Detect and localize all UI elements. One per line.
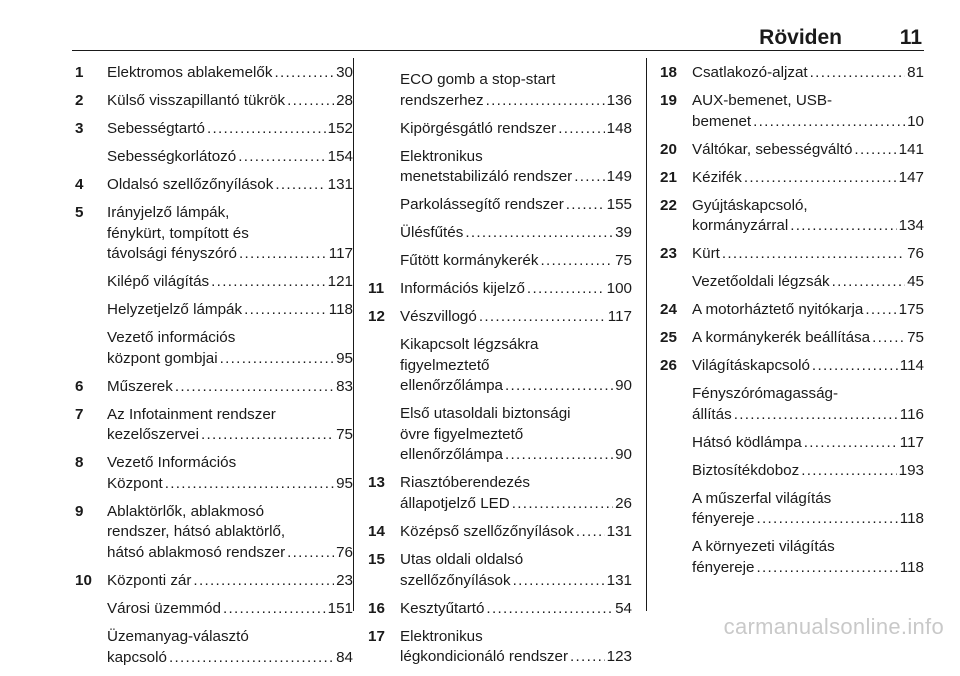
item-label: Riasztóberendezés	[400, 474, 531, 492]
item-label: AUX-bemenet, USB-	[692, 91, 833, 109]
item-page-ref: 151	[327, 599, 353, 617]
column-divider	[353, 58, 354, 611]
leader-dots	[527, 279, 605, 300]
index-entry	[368, 550, 632, 591]
item-label: Műszerek	[107, 377, 173, 395]
item-number: 9	[75, 502, 84, 520]
item-page-ref: 81	[907, 64, 924, 81]
index-entry	[660, 300, 924, 321]
index-entry	[660, 272, 924, 293]
item-page-ref: 134	[898, 217, 924, 235]
index-entry	[368, 279, 632, 300]
item-page-ref: 117	[607, 308, 632, 326]
item-label: Irányjelző lámpák,	[107, 203, 230, 221]
item-page-ref: 136	[606, 91, 632, 109]
item-page-ref: 148	[606, 119, 632, 137]
item-number: 4	[75, 175, 84, 193]
item-page-ref: 141	[898, 140, 924, 158]
leader-dots	[239, 244, 327, 265]
index-entry	[368, 195, 632, 216]
item-page-ref: 75	[615, 252, 632, 270]
index-entry	[75, 328, 353, 369]
item-number: 7	[75, 405, 84, 423]
item-label: figyelmeztető	[400, 356, 490, 374]
item-label: fényereje	[692, 558, 755, 576]
watermark: carmanualsonline.info	[723, 614, 944, 639]
item-label: Középső szellőzőnyílások	[400, 522, 574, 540]
item-label: A műszerfal világítás	[692, 489, 832, 507]
item-label: Vezető információs	[107, 329, 236, 347]
leader-dots	[220, 349, 334, 370]
item-label: Csatlakozó-aljzat	[692, 64, 808, 81]
index-entry	[368, 627, 632, 668]
item-label: Külső visszapillantó tükrök	[107, 91, 286, 109]
item-number: 2	[75, 91, 84, 109]
index-entry	[660, 489, 924, 530]
item-number: 16	[368, 599, 385, 617]
item-label: Oldalsó szellőzőnyílások	[107, 175, 274, 193]
leader-dots	[753, 112, 905, 133]
leader-dots	[810, 63, 905, 84]
item-page-ref: 84	[336, 648, 353, 666]
item-label: fénykürt, tompított és	[107, 224, 249, 242]
item-page-ref: 155	[606, 196, 632, 214]
item-label: Hátsó ködlámpa	[692, 433, 802, 451]
item-page-ref: 28	[336, 91, 353, 109]
item-label: ellenőrzőlámpa	[400, 446, 503, 464]
item-label: rendszerhez	[400, 91, 484, 109]
item-label: kormányzárral	[692, 217, 789, 235]
index-entry	[660, 356, 924, 377]
index-entry	[660, 537, 924, 578]
item-number: 12	[368, 308, 385, 326]
item-label: Elektronikus	[400, 147, 483, 165]
index-entry	[368, 147, 632, 188]
item-label: légkondicionáló rendszer	[400, 648, 569, 666]
item-label: Központ	[107, 474, 163, 492]
index-entry	[660, 461, 924, 482]
item-label: ellenőrzőlámpa	[400, 377, 503, 395]
item-page-ref: 90	[615, 377, 632, 395]
leader-dots	[512, 494, 613, 515]
item-page-ref: 100	[606, 280, 632, 298]
index-entry	[368, 251, 632, 272]
item-page-ref: 117	[899, 433, 924, 451]
item-label: szellőzőnyílások	[400, 571, 511, 589]
item-label: Kikapcsolt légzsákra	[400, 336, 539, 354]
item-number: 25	[660, 329, 677, 347]
item-page-ref: 131	[606, 522, 632, 540]
index-entry	[368, 522, 632, 543]
leader-dots	[570, 647, 605, 668]
item-label: rendszer, hátsó ablaktörlő,	[107, 523, 286, 541]
leader-dots	[287, 91, 334, 112]
item-page-ref: 175	[898, 301, 924, 319]
leader-dots	[486, 91, 605, 112]
item-number: 10	[75, 571, 92, 589]
index-entry	[368, 223, 632, 244]
item-label: Sebességtartó	[107, 119, 205, 137]
leader-dots	[505, 445, 613, 466]
leader-dots	[558, 119, 604, 140]
leader-dots	[744, 168, 897, 189]
item-page-ref: 45	[907, 273, 924, 291]
leader-dots	[574, 167, 604, 188]
leader-dots	[756, 509, 897, 530]
item-label: hátsó ablakmosó rendszer	[107, 543, 286, 561]
item-page-ref: 23	[336, 571, 353, 589]
item-number: 5	[75, 203, 84, 221]
item-label: állítás	[692, 405, 732, 423]
page-title: Röviden	[759, 26, 842, 49]
leader-dots	[540, 251, 613, 272]
index-entry	[75, 175, 353, 196]
item-label: Gyújtáskapcsoló,	[692, 196, 808, 214]
item-label: Utas oldali oldalsó	[400, 550, 524, 568]
item-page-ref: 114	[899, 357, 924, 375]
item-label: Üzemanyag-választó	[107, 627, 249, 645]
index-entry	[660, 244, 924, 265]
item-label: Kipörgésgátló rendszer	[400, 119, 557, 137]
index-entry	[75, 300, 353, 321]
leader-dots	[566, 195, 605, 216]
item-number: 14	[368, 522, 385, 540]
leader-dots	[865, 300, 896, 321]
item-label: Fűtött kormánykerék	[400, 252, 539, 270]
index-entry	[75, 571, 353, 592]
item-page-ref: 154	[327, 147, 353, 165]
item-page-ref: 117	[328, 245, 353, 263]
item-page-ref: 10	[907, 112, 924, 130]
item-label: Sebességkorlátozó	[107, 147, 237, 165]
index-entry	[75, 203, 353, 265]
item-page-ref: 75	[336, 426, 353, 444]
item-label: Fényszórómagasság-	[692, 385, 839, 403]
item-page-ref: 149	[606, 168, 632, 186]
index-entry	[660, 433, 924, 454]
index-entry	[75, 599, 353, 620]
index-entry	[368, 599, 632, 620]
item-label: Ablaktörlők, ablakmosó	[107, 502, 265, 520]
item-label: kapcsoló	[107, 648, 167, 666]
item-label: Kesztyűtartó	[400, 599, 485, 617]
item-label: övre figyelmeztető	[400, 425, 524, 443]
item-label: Központi zár	[107, 571, 192, 589]
leader-dots	[486, 599, 613, 620]
leader-dots	[211, 272, 326, 293]
index-entry	[75, 405, 353, 446]
index-entry	[75, 627, 353, 668]
item-page-ref: 118	[899, 558, 924, 576]
item-number: 8	[75, 454, 84, 472]
page-header	[72, 0, 924, 51]
leader-dots	[832, 272, 905, 293]
leader-dots	[756, 558, 897, 579]
item-label: Első utasoldali biztonsági	[400, 405, 571, 423]
item-label: Helyzetjelző lámpák	[107, 301, 243, 319]
item-label: állapotjelző LED	[400, 495, 510, 512]
item-number: 6	[75, 377, 84, 395]
leader-dots	[854, 140, 896, 161]
item-page-ref: 118	[899, 510, 924, 528]
leader-dots	[201, 425, 334, 446]
item-label: Biztosítékdoboz	[692, 461, 800, 479]
leader-dots	[244, 300, 327, 321]
item-page-ref: 131	[606, 571, 632, 589]
leader-dots	[207, 119, 326, 140]
leader-dots	[576, 522, 605, 543]
item-page-ref: 193	[898, 461, 924, 479]
leader-dots	[872, 328, 905, 349]
item-number: 3	[75, 119, 84, 137]
item-label: Parkolássegítő rendszer	[400, 196, 564, 214]
index-entry	[660, 63, 924, 84]
item-number: 19	[660, 91, 677, 109]
index-entry	[660, 328, 924, 349]
index-entry	[368, 70, 632, 111]
item-label: menetstabilizáló rendszer	[400, 168, 573, 186]
item-page-ref: 95	[336, 349, 353, 367]
item-label: Vezetőoldali légzsák	[692, 273, 830, 291]
item-number: 18	[660, 64, 677, 81]
item-page-ref: 131	[327, 175, 353, 193]
item-page-ref: 83	[336, 377, 353, 395]
leader-dots	[790, 216, 896, 237]
index-entry	[660, 384, 924, 425]
leader-dots	[275, 175, 325, 196]
index-entry	[75, 91, 353, 112]
index-entry	[660, 140, 924, 161]
index-entry	[75, 63, 353, 84]
index-entry	[660, 91, 924, 132]
leader-dots	[801, 461, 896, 482]
item-page-ref: 76	[336, 543, 353, 561]
item-label: ECO gomb a stop-start	[400, 71, 556, 88]
item-label: Városi üzemmód	[107, 599, 221, 617]
item-label: Világításkapcsoló	[692, 357, 810, 375]
item-page-ref: 90	[615, 446, 632, 464]
index-entry	[75, 453, 353, 494]
item-label: Az Infotainment rendszer	[107, 405, 276, 423]
item-page-ref: 76	[907, 245, 924, 263]
item-label: Kürt	[692, 245, 720, 263]
item-number: 13	[368, 474, 385, 492]
leader-dots	[734, 405, 898, 426]
index-entry	[368, 335, 632, 397]
leader-dots	[505, 376, 613, 397]
item-number: 23	[660, 245, 677, 263]
index-entry	[368, 307, 632, 328]
item-page-ref: 118	[328, 301, 353, 319]
item-label: A kormánykerék beállítása	[692, 329, 871, 347]
item-label: kezelőszervei	[107, 426, 200, 444]
item-label: Információs kijelző	[400, 280, 525, 298]
leader-dots	[513, 571, 605, 592]
item-label: Váltókar, sebességváltó	[692, 140, 853, 158]
item-number: 20	[660, 140, 677, 158]
item-label: központ gombjai	[107, 349, 218, 367]
item-page-ref: 121	[327, 273, 353, 291]
item-number: 15	[368, 550, 385, 568]
item-page-ref: 26	[615, 495, 632, 512]
item-label: bemenet	[692, 112, 752, 130]
item-page-ref: 123	[606, 648, 632, 666]
leader-dots	[465, 223, 613, 244]
leader-dots	[722, 244, 905, 265]
item-label: A környezeti világítás	[692, 538, 835, 556]
leader-dots	[175, 377, 334, 398]
item-number: 22	[660, 196, 677, 214]
item-label: távolsági fényszóró	[107, 245, 238, 263]
item-label: Ülésfűtés	[400, 224, 464, 242]
leader-dots	[274, 63, 334, 84]
item-page-ref: 30	[336, 64, 353, 81]
column-divider	[646, 58, 647, 611]
item-label: Vészvillogó	[400, 308, 477, 326]
index-entry	[75, 272, 353, 293]
item-page-ref: 147	[898, 168, 924, 186]
index-entry	[660, 196, 924, 237]
leader-dots	[165, 474, 334, 495]
leader-dots	[238, 147, 325, 168]
leader-dots	[223, 599, 326, 620]
index-entry	[368, 404, 632, 466]
item-label: Vezető Információs	[107, 454, 237, 472]
leader-dots	[169, 648, 334, 669]
index-entry	[75, 147, 353, 168]
item-page-ref: 39	[615, 224, 632, 242]
item-number: 17	[368, 627, 385, 645]
item-page-ref: 54	[615, 599, 632, 617]
item-number: 21	[660, 168, 677, 186]
leader-dots	[812, 356, 898, 377]
item-number: 26	[660, 357, 677, 375]
item-page-ref: 95	[336, 474, 353, 492]
leader-dots	[287, 543, 334, 564]
item-label: Elektronikus	[400, 627, 483, 645]
item-page-ref: 75	[907, 329, 924, 347]
index-entry	[368, 119, 632, 140]
index-entry	[75, 377, 353, 398]
index-entry	[75, 119, 353, 140]
item-page-ref: 152	[327, 119, 353, 137]
item-label: Kézifék	[692, 168, 742, 186]
item-label: fényereje	[692, 510, 755, 528]
item-label: Elektromos ablakemelők	[107, 64, 273, 81]
item-label: Kilépő világítás	[107, 273, 210, 291]
item-page-ref: 116	[899, 405, 924, 423]
index-entry	[660, 168, 924, 189]
index-column-3	[660, 63, 924, 586]
index-column-2	[368, 63, 632, 675]
item-number: 11	[368, 280, 385, 298]
leader-dots	[804, 433, 898, 454]
item-number: 24	[660, 301, 677, 319]
page-number: 11	[899, 26, 922, 49]
index-entry	[368, 473, 632, 514]
leader-dots	[193, 571, 334, 592]
index-entry	[75, 502, 353, 564]
index-column-1	[75, 63, 353, 676]
item-number: 1	[75, 64, 84, 81]
item-label: A motorháztető nyitókarja	[692, 301, 864, 319]
leader-dots	[479, 307, 606, 328]
